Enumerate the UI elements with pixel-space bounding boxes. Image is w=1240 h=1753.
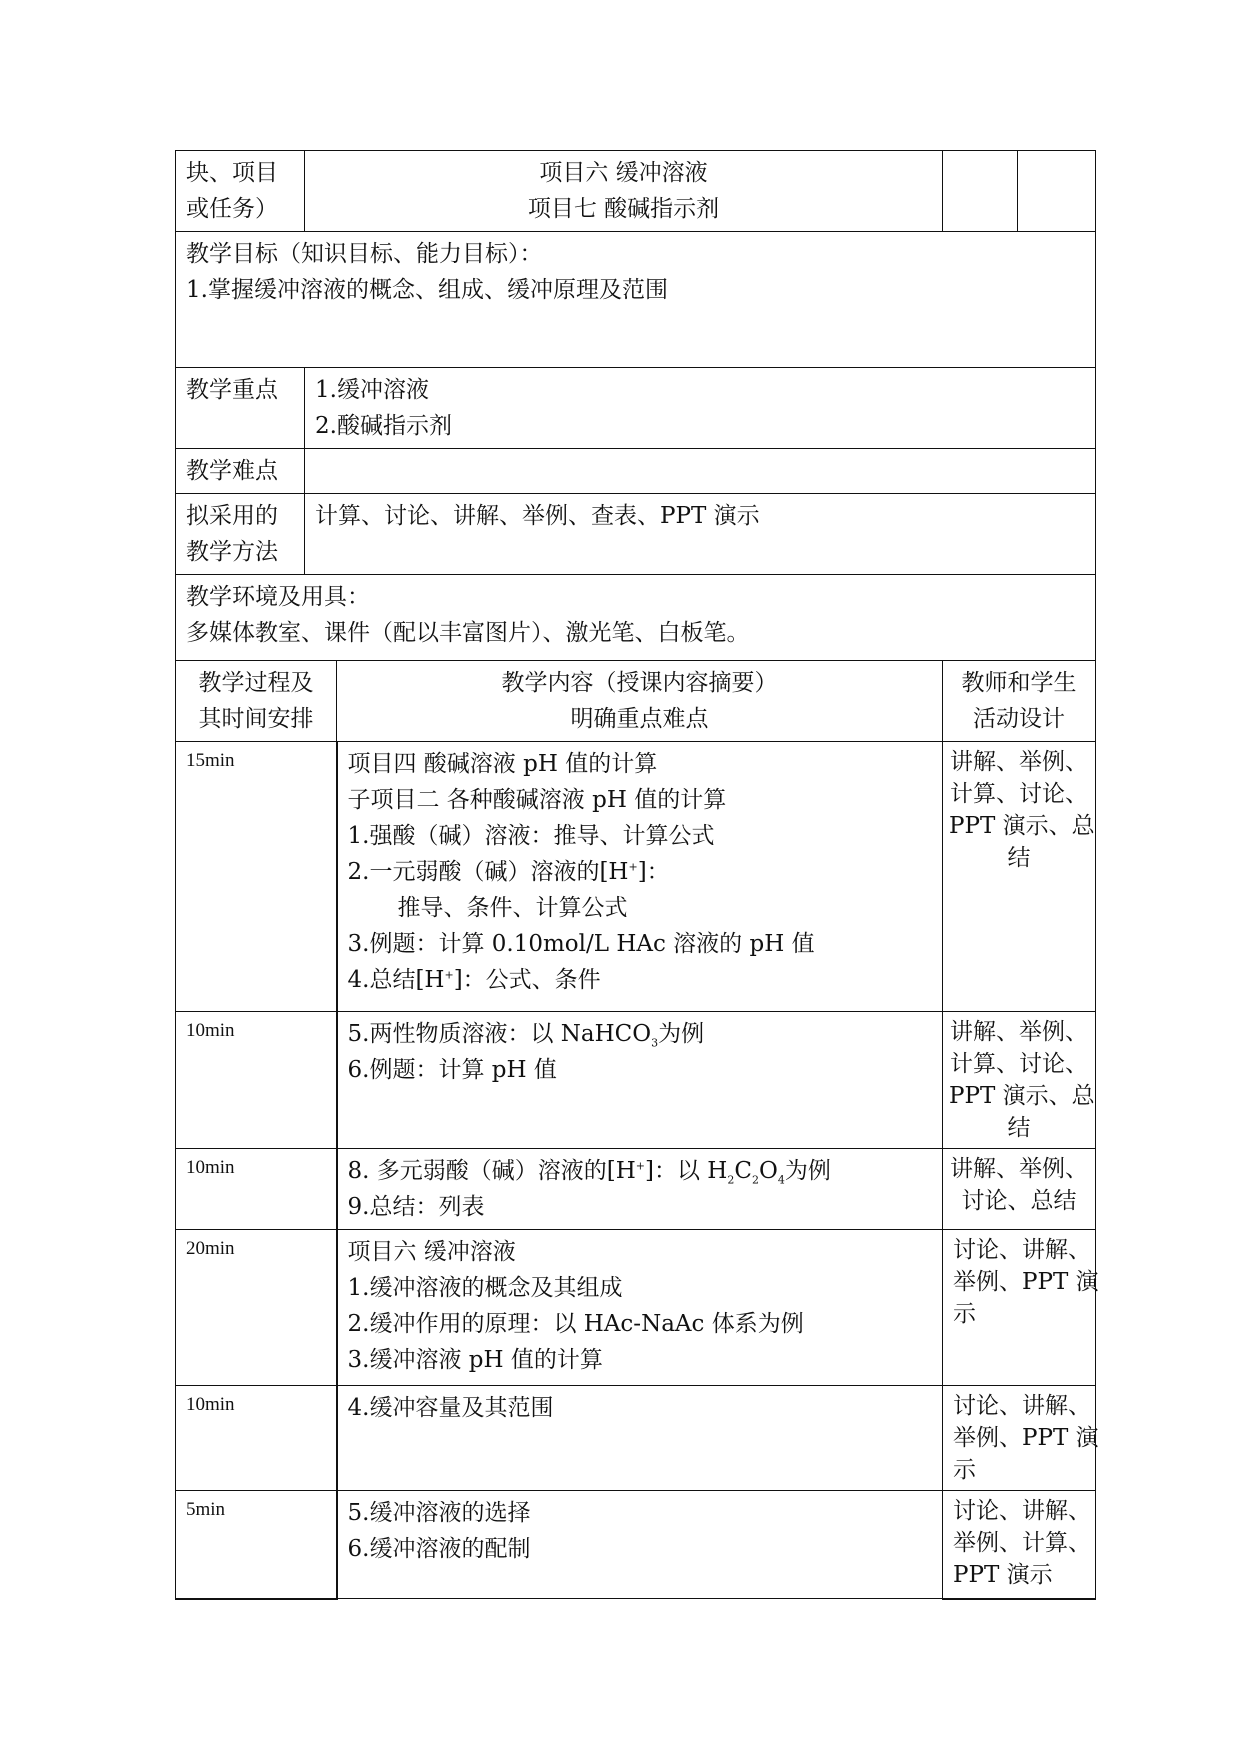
row5-activity-3: 示 [953,1457,976,1483]
process-header-content-line-2: 明确重点难点 [570,706,709,732]
row4-activity-1: 讨论、讲解、 [953,1237,1091,1263]
module-project-6: 项目六 缓冲溶液 [539,160,708,186]
row4-line-4: 3.缓冲溶液 pH 值的计算 [347,1347,603,1373]
process-row-2 [176,1012,1096,1149]
row3-activity-1: 讲解、举例、 [950,1156,1088,1182]
module-label-line-1: 块、项目 [186,160,278,186]
row4-line-2: 1.缓冲溶液的概念及其组成 [347,1275,623,1301]
row4-line-1: 项目六 缓冲溶液 [347,1239,516,1265]
process-row-6-time: 5min [186,1499,226,1520]
key-point-2: 2.酸碱指示剂 [315,413,452,439]
process-row-2-time: 10min [186,1020,235,1041]
module-label-cell [176,151,305,232]
key-points-label: 教学重点 [186,377,278,403]
row6-activity-3: PPT 演示 [953,1562,1053,1588]
row2-activity-3: PPT 演示、总 [949,1083,1095,1109]
row3-line-1-d: O [758,1158,778,1184]
module-row [176,151,1096,232]
lesson-plan-page [175,150,1099,1600]
methods-row [176,494,1096,575]
row3-line-1-sub3: 4 [777,1173,785,1187]
difficulties-label: 教学难点 [186,458,278,484]
process-row-3-time-cell [176,1149,337,1230]
row1-activity-2: 计算、讨论、 [950,781,1088,807]
process-row-5-activity-cell [943,1386,1099,1491]
methods-label-line-1: 拟采用的 [186,503,278,529]
key-points-value-cell [305,368,1096,449]
module-empty-cell-2 [1018,151,1096,232]
row1-line-7-a: 4.总结[H [347,967,445,993]
process-row-2-content-cell [337,1012,943,1149]
row6-activity-1: 讨论、讲解、 [953,1498,1091,1524]
difficulties-value-cell [305,449,1096,494]
module-content-cell [305,151,943,232]
process-row-5-time-cell [176,1386,337,1491]
row3-line-1-sup: + [635,1159,646,1173]
process-header-activity-line-1: 教师和学生 [961,670,1077,696]
process-header-content-line-1: 教学内容（授课内容摘要） [501,670,778,696]
process-row-4-time: 20min [186,1238,235,1259]
row1-line-7-sup: + [444,968,454,982]
process-row-6-time-cell [176,1491,337,1599]
process-header-time-cell [176,661,337,742]
methods-value-cell [305,494,1096,575]
module-label-line-2: 或任务） [186,196,278,222]
process-row-4-content-cell [337,1230,943,1386]
row1-line-4-b: ]： [637,859,670,885]
row4-line-3: 2.缓冲作用的原理：以 HAc-NaAc 体系为例 [347,1311,804,1337]
process-row-4-time-cell [176,1230,337,1386]
environment-row [176,575,1096,661]
key-points-row [176,368,1096,449]
process-row-1 [176,742,1096,1012]
row1-activity-3: PPT 演示、总 [949,813,1095,839]
row6-activity-2: 举例、计算、 [953,1530,1091,1556]
row1-line-4-sup: + [628,860,638,874]
environment-value: 多媒体教室、课件（配以丰富图片）、激光笔、白板笔。 [186,620,750,646]
row3-line-1 [348,1153,933,1189]
row1-line-2: 子项目二 各种酸碱溶液 pH 值的计算 [347,787,727,813]
process-row-5-content-cell [337,1386,943,1491]
process-header-row [176,661,1096,742]
row3-line-1-e: 为例 [784,1158,831,1184]
row2-line-1 [348,1016,933,1052]
module-project-7: 项目七 酸碱指示剂 [527,196,720,222]
methods-value: 计算、讨论、讲解、举例、查表、PPT 演示 [315,503,760,529]
row1-line-5: 推导、条件、计算公式 [397,895,628,921]
row1-line-7-b: ]：公式、条件 [453,967,601,993]
row1-line-6: 3.例题：计算 0.10mol/L HAc 溶液的 pH 值 [347,931,815,957]
process-row-1-time-cell [176,742,337,1012]
process-row-3-activity-cell [943,1149,1096,1230]
methods-label-line-2: 教学方法 [186,539,278,565]
row5-line-1: 4.缓冲容量及其范围 [347,1395,554,1421]
process-row-1-time: 15min [186,750,235,771]
process-row-5 [176,1386,1096,1491]
environment-title: 教学环境及用具： [186,584,370,610]
process-row-1-activity-cell [943,742,1096,1012]
objectives-title: 教学目标（知识目标、能力目标）： [186,241,543,267]
row3-line-1-sub1: 2 [727,1173,735,1187]
difficulties-row [176,449,1096,494]
row3-line-1-b: ]：以 H [645,1158,728,1184]
row2-activity-4: 结 [1007,1115,1031,1141]
process-row-2-time-cell [176,1012,337,1149]
objectives-row [176,232,1096,368]
process-header-activity-cell [943,661,1096,742]
module-empty-cell-1 [943,151,1018,232]
difficulties-label-cell [176,449,305,494]
row3-line-1-a: 8. 多元弱酸（碱）溶液的[H [347,1158,636,1184]
row3-activity-2: 讨论、总结 [961,1188,1077,1214]
key-points-label-cell [176,368,305,449]
row1-line-4-a: 2.一元弱酸（碱）溶液的[H [347,859,629,885]
row2-line-1-sub: 3 [651,1036,659,1050]
row2-line-1-a: 5.两性物质溶液：以 NaHCO [347,1021,652,1047]
row1-activity-4: 结 [1007,845,1031,871]
row1-line-4 [348,854,933,890]
objectives-cell [176,232,1096,368]
row5-activity-2: 举例、PPT 演 [953,1425,1099,1451]
row2-line-2: 6.例题：计算 pH 值 [347,1057,557,1083]
process-row-4-activity-cell [943,1230,1099,1386]
process-row-5-time: 10min [186,1394,235,1415]
row6-line-2: 6.缓冲溶液的配制 [347,1536,531,1562]
process-row-3-content-cell [337,1149,943,1230]
process-row-6 [176,1491,1096,1599]
process-row-1-content-cell [337,742,943,1012]
process-row-2-activity-cell [943,1012,1096,1149]
row1-line-7 [348,962,933,998]
row3-line-1-sub2: 2 [751,1173,759,1187]
lesson-plan-table [175,150,1099,1600]
row1-line-1: 项目四 酸碱溶液 pH 值的计算 [347,751,658,777]
process-header-time-line-1: 教学过程及 [198,670,314,696]
process-header-content-cell [337,661,943,742]
row6-line-1: 5.缓冲溶液的选择 [347,1500,531,1526]
process-row-6-activity-cell [943,1491,1096,1599]
row2-activity-2: 计算、讨论、 [950,1051,1088,1077]
process-row-6-content-cell [337,1491,943,1599]
row2-activity-1: 讲解、举例、 [950,1019,1088,1045]
process-header-time-line-2: 其时间安排 [198,706,314,732]
row4-activity-3: 示 [953,1301,976,1327]
key-point-1: 1.缓冲溶液 [315,377,429,403]
row1-activity-1: 讲解、举例、 [950,749,1088,775]
process-row-4 [176,1230,1096,1386]
row3-line-2: 9.总结：列表 [347,1194,485,1220]
methods-label-cell [176,494,305,575]
row1-line-3: 1.强酸（碱）溶液：推导、计算公式 [347,823,715,849]
objectives-item-1: 1.掌握缓冲溶液的概念、组成、缓冲原理及范围 [186,277,668,303]
process-header-activity-line-2: 活动设计 [973,706,1065,732]
row5-activity-1: 讨论、讲解、 [953,1393,1091,1419]
row2-line-1-b: 为例 [658,1021,705,1047]
process-row-3 [176,1149,1096,1230]
row4-activity-2: 举例、PPT 演 [953,1269,1099,1295]
environment-cell [176,575,1096,661]
process-row-3-time: 10min [186,1157,235,1178]
row3-line-1-c: C [734,1158,752,1184]
